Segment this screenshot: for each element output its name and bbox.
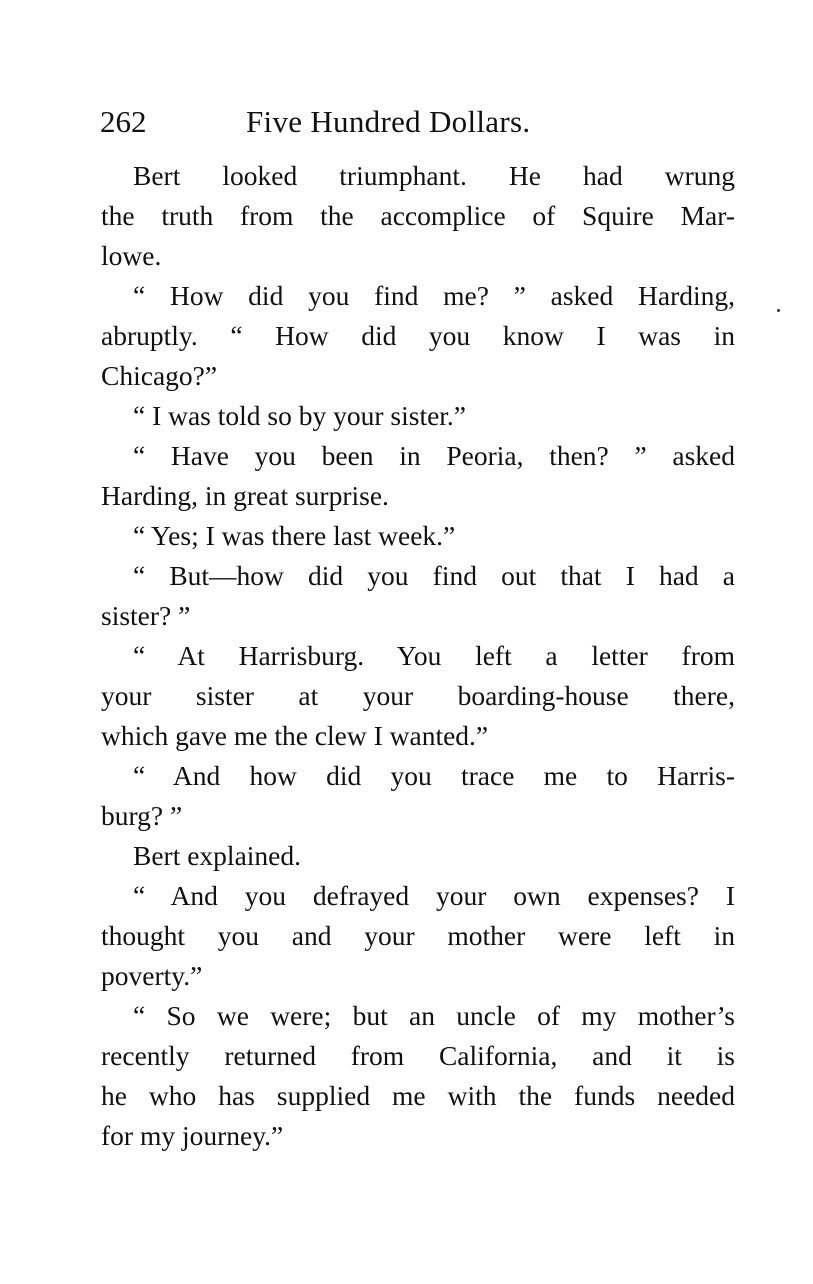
text-line: he who has supplied me with the funds needed — [101, 1080, 735, 1111]
paragraph — [101, 636, 735, 756]
text-line: for my journey.” — [101, 1120, 284, 1151]
text-line: “ Have you been in Peoria, then? ” asked — [133, 440, 735, 471]
paragraph — [101, 396, 735, 436]
text-line: thought you and your mother were left in — [101, 920, 735, 951]
paragraph — [101, 156, 735, 276]
text-line: the truth from the accomplice of Squire Mar- — [101, 200, 735, 231]
text-line: “ And how did you trace me to Harris- — [133, 760, 735, 791]
page-number: 262 — [100, 104, 147, 139]
paragraph — [101, 756, 735, 836]
ink-speck — [777, 309, 780, 312]
text-line: Chicago?” — [101, 360, 218, 391]
text-line: abruptly. “ How did you know I was in — [101, 320, 735, 351]
body-text — [101, 156, 735, 1156]
paragraph — [101, 436, 735, 516]
text-line: which gave me the clew I wanted.” — [101, 720, 489, 751]
text-line: “ So we were; but an uncle of my mother’s — [133, 1000, 735, 1031]
text-line: sister? ” — [101, 600, 191, 631]
text-line: burg? ” — [101, 800, 183, 831]
text-line: Harding, in great surprise. — [101, 480, 389, 511]
paragraph — [101, 996, 735, 1156]
running-head — [100, 100, 740, 144]
paragraph — [101, 516, 735, 556]
paragraph — [101, 276, 735, 396]
text-line: poverty.” — [101, 960, 203, 991]
text-line: recently returned from California, and it is — [101, 1040, 735, 1071]
text-line: lowe. — [101, 240, 162, 271]
text-line: “ How did you find me? ” asked Harding, — [133, 280, 735, 311]
text-line: Bert explained. — [133, 840, 301, 871]
text-line: “ But—how did you find out that I had a — [133, 560, 735, 591]
text-line: “ And you defrayed your own expenses? I — [133, 880, 735, 911]
paragraph — [101, 876, 735, 996]
paragraph — [101, 556, 735, 636]
book-title: Five Hundred Dollars. — [246, 104, 531, 139]
paragraph — [101, 836, 735, 876]
text-line: “ Yes; I was there last week.” — [133, 520, 456, 551]
text-line: your sister at your boarding-house there, — [101, 680, 735, 711]
text-line: Bert looked triumphant. He had wrung — [133, 160, 735, 191]
text-line: “ At Harrisburg. You left a letter from — [133, 640, 735, 671]
text-line: “ I was told so by your sister.” — [133, 400, 467, 431]
